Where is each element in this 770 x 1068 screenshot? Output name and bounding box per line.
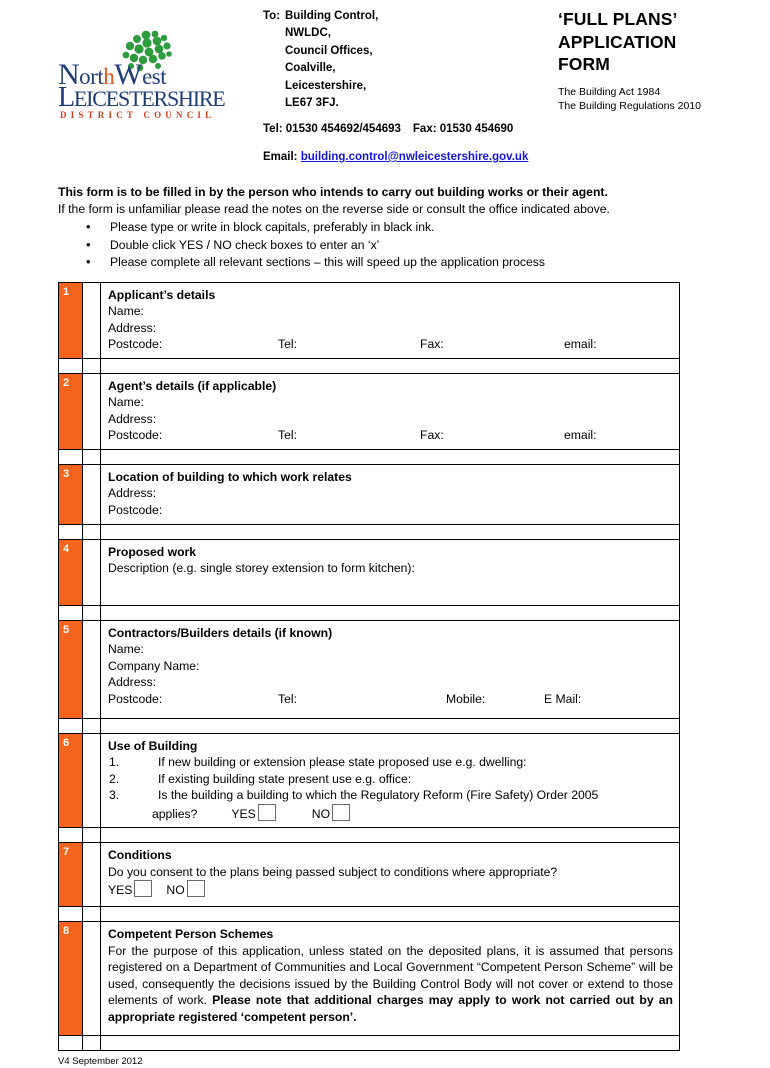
logo-line-leicestershire: LEICESTERSHIRE xyxy=(58,82,225,113)
section-title: Conditions xyxy=(108,848,172,862)
spacer-cell-num xyxy=(59,1036,83,1051)
table-row xyxy=(59,620,680,718)
spacer-cell-body xyxy=(101,1036,680,1051)
competent-person-paragraph xyxy=(108,943,673,1026)
location-postcode-label: Postcode: xyxy=(108,502,163,517)
spacer-cell-num xyxy=(59,828,83,843)
form-title-block xyxy=(558,8,770,113)
applicant-name-label: Name: xyxy=(108,304,144,318)
section-number-1: 1 xyxy=(59,282,83,358)
table-row xyxy=(59,464,680,524)
spacer-cell-gap xyxy=(83,1036,101,1051)
contractor-name-label: Name: xyxy=(108,642,144,656)
applicant-tel-label: Tel: xyxy=(278,337,297,351)
table-row xyxy=(59,282,680,358)
table-spacer-row xyxy=(59,718,680,733)
table-spacer-row xyxy=(59,907,680,922)
section-body-proposed-work[interactable] xyxy=(101,539,680,605)
section-body-conditions[interactable] xyxy=(101,843,680,907)
item-index: 2. xyxy=(109,771,120,786)
section-gap-cell xyxy=(83,733,101,828)
email-link[interactable]: building.control@nwleicestershire.gov.uk xyxy=(300,150,529,163)
page-header xyxy=(58,0,712,180)
section-gap-cell xyxy=(83,620,101,718)
telephone-label: Tel: 01530 454692/454693 xyxy=(263,123,401,136)
table-row xyxy=(59,843,680,907)
spacer-cell-body xyxy=(101,605,680,620)
list-item xyxy=(108,787,673,804)
page-footer: V4 September 2012 xyxy=(58,1056,143,1067)
spacer-cell-num xyxy=(59,605,83,620)
section-number-7: 7 xyxy=(59,843,83,907)
fax-label: Fax: 01530 454690 xyxy=(412,123,514,136)
spacer-cell-num xyxy=(59,449,83,464)
spacer-cell-gap xyxy=(83,524,101,539)
section-gap-cell xyxy=(83,464,101,524)
spacer-cell-body xyxy=(101,524,680,539)
fire-safety-no-label: NO xyxy=(311,806,331,821)
section-number-4: 4 xyxy=(59,539,83,605)
applicant-postcode-label: Postcode: xyxy=(108,337,163,351)
section-title: Contractors/Builders details (if known) xyxy=(108,625,333,640)
agent-address-label: Address: xyxy=(108,411,157,426)
list-item: • Please type or write in block capitals, preferably in black ink. xyxy=(58,219,712,237)
applicant-email-label: email: xyxy=(564,337,597,351)
spacer-cell-num xyxy=(59,358,83,373)
agent-tel-label: Tel: xyxy=(278,428,297,442)
spacer-cell-gap xyxy=(83,907,101,922)
item-text: If existing building state present use e.g. office: xyxy=(158,771,412,786)
contractor-postcode-label: Postcode: xyxy=(108,691,163,706)
location-address-label: Address: xyxy=(108,486,157,500)
logo-line-district-council: DISTRICT COUNCIL xyxy=(60,110,216,120)
spacer-cell-gap xyxy=(83,605,101,620)
conditions-yes-label: YES xyxy=(108,883,133,897)
section-gap-cell xyxy=(83,539,101,605)
conditions-yes-checkbox[interactable] xyxy=(134,880,152,897)
item-text: If new building or extension please state proposed use e.g. dwelling: xyxy=(158,755,527,769)
fire-safety-no-checkbox[interactable] xyxy=(332,804,350,821)
contractor-email-label: E Mail: xyxy=(544,691,582,706)
table-spacer-row xyxy=(59,524,680,539)
conditions-no-checkbox[interactable] xyxy=(187,880,205,897)
section-title: Competent Person Schemes xyxy=(108,927,274,941)
section-gap-cell xyxy=(83,373,101,449)
section-number-2: 2 xyxy=(59,373,83,449)
table-spacer-row xyxy=(59,1036,680,1051)
agent-name-label: Name: xyxy=(108,395,144,409)
list-item: • Please complete all relevant sections – this will speed up the application process xyxy=(58,254,712,272)
table-row xyxy=(59,733,680,828)
spacer-cell-gap xyxy=(83,718,101,733)
fire-safety-yes-checkbox[interactable] xyxy=(258,804,276,821)
list-item xyxy=(108,771,673,788)
recipient-address xyxy=(263,8,528,166)
form-title-line-3: FORM xyxy=(558,54,610,74)
table-spacer-row xyxy=(59,828,680,843)
section-title: Location of building to which work relates xyxy=(108,469,352,484)
conditions-no-label: NO xyxy=(166,883,185,897)
address-line-3: Council Offices, xyxy=(285,44,373,57)
item-index: 1. xyxy=(109,755,120,769)
section-title: Applicant’s details xyxy=(108,287,216,302)
item-index: 3. xyxy=(109,788,120,802)
paragraph-plain-text: For the purpose of this application, unless stated on the deposited plans, it is assumed that persons registered on a Department of Communities and Local Government “Competent Person Scheme” will be used, consequently the decisions issued by the Building Control Body will not cover or extend to those elements of work. xyxy=(108,943,673,1007)
section-title: Proposed work xyxy=(108,544,197,559)
spacer-cell-num xyxy=(59,907,83,922)
table-spacer-row xyxy=(59,358,680,373)
intro-plain-line: If the form is unfamiliar please read the notes on the reverse side or consult the office indicated above. xyxy=(58,202,610,216)
contractor-mobile-label: Mobile: xyxy=(446,691,486,706)
address-line-6: LE67 3FJ. xyxy=(285,97,339,110)
spacer-cell-body xyxy=(101,907,680,922)
applicant-address-label: Address: xyxy=(108,320,157,335)
section-gap-cell xyxy=(83,843,101,907)
intro-instructions xyxy=(58,184,712,272)
spacer-cell-gap xyxy=(83,828,101,843)
item3-continuation-text: applies? xyxy=(152,806,198,821)
spacer-cell-num xyxy=(59,718,83,733)
contractor-company-label: Company Name: xyxy=(108,658,200,673)
proposed-work-description-label: Description (e.g. single storey extension to form kitchen): xyxy=(108,561,415,575)
agent-fax-label: Fax: xyxy=(420,428,444,442)
table-row xyxy=(59,539,680,605)
address-line-4: Coalville, xyxy=(285,62,336,75)
section-body-applicant-details[interactable] xyxy=(101,282,680,358)
council-logo xyxy=(58,30,270,120)
item-text: Is the building a building to which the Regulatory Reform (Fire Safety) Order 2005 xyxy=(158,788,599,802)
spacer-cell-gap xyxy=(83,449,101,464)
form-title-line-1: ‘FULL PLANS’ xyxy=(558,9,678,29)
list-item: • Double click YES / NO check boxes to enter an ‘x’ xyxy=(58,237,712,255)
address-line-5: Leicestershire, xyxy=(285,79,367,92)
agent-postcode-label: Postcode: xyxy=(108,428,163,442)
address-line-1: Building Control, xyxy=(285,10,379,22)
section-number-3: 3 xyxy=(59,464,83,524)
table-spacer-row xyxy=(59,605,680,620)
contractor-address-label: Address: xyxy=(108,675,157,689)
intro-bold-line: This form is to be filled in by the person who intends to carry out building works or their agent. xyxy=(58,185,608,199)
section-number-8: 8 xyxy=(59,922,83,1036)
section-gap-cell xyxy=(83,282,101,358)
table-row xyxy=(59,922,680,1036)
section-body-contractor-details[interactable] xyxy=(101,620,680,718)
table-row xyxy=(59,373,680,449)
spacer-cell-body xyxy=(101,718,680,733)
logo-line-northwest: NorthWest xyxy=(58,58,167,91)
application-form-table xyxy=(58,282,680,1052)
section-number-5: 5 xyxy=(59,620,83,718)
form-title-line-2: APPLICATION xyxy=(558,31,677,52)
section-title: Use of Building xyxy=(108,738,198,753)
legislation-line-1: The Building Act 1984 xyxy=(558,85,661,98)
spacer-cell-body xyxy=(101,358,680,373)
section-body-building-location[interactable] xyxy=(101,464,680,524)
conditions-question: Do you consent to the plans being passed subject to conditions where appropriate? xyxy=(108,864,558,879)
spacer-cell-gap xyxy=(83,358,101,373)
section-gap-cell xyxy=(83,922,101,1036)
address-line-2: NWLDC, xyxy=(285,27,331,40)
legislation-line-2: The Building Regulations 2010 xyxy=(558,99,702,112)
table-spacer-row xyxy=(59,449,680,464)
email-label: Email: xyxy=(263,150,298,163)
section-number-6: 6 xyxy=(59,733,83,828)
section-title: Agent’s details (if applicable) xyxy=(108,378,277,393)
spacer-cell-body xyxy=(101,449,680,464)
section-body-use-of-building[interactable] xyxy=(101,733,680,828)
spacer-cell-body xyxy=(101,828,680,843)
section-body-agent-details[interactable] xyxy=(101,373,680,449)
to-label: To: xyxy=(263,10,281,22)
intro-bullet-list xyxy=(58,219,712,272)
agent-email-label: email: xyxy=(564,428,597,442)
use-of-building-list xyxy=(108,754,673,804)
contractor-tel-label: Tel: xyxy=(278,691,297,706)
section-body-competent-person-schemes[interactable] xyxy=(101,922,680,1036)
list-item xyxy=(108,754,673,771)
applicant-fax-label: Fax: xyxy=(420,337,444,351)
paragraph-bold-text: Please note that additional charges may apply to work not carried out by an appropriate registered ‘competent person’. xyxy=(108,993,673,1024)
spacer-cell-num xyxy=(59,524,83,539)
fire-safety-yes-label: YES xyxy=(231,806,256,821)
